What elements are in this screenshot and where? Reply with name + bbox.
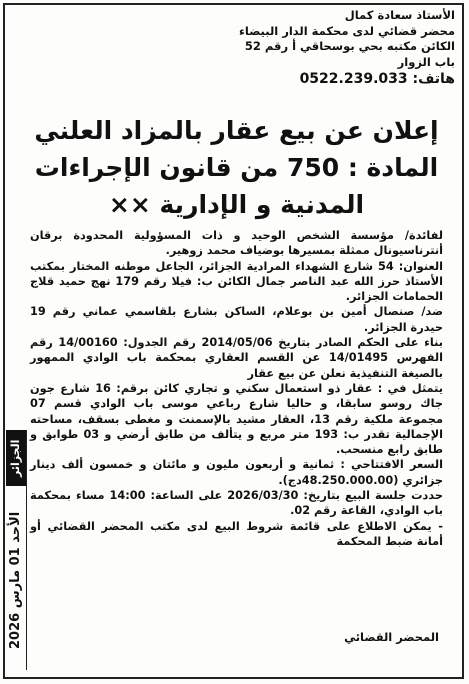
property-paragraph: يتمثل في : عقار ذو استعمال سكني و تجاري كائن برقم: 16 شارع جون جاك روسو سابقا، و حاليا شارع رباعي موسى باب الوادي قسم 07 مجموعة ملكية رقم 13، العقار مشيد بالإسمنت و مغطى بسقف، مساحته الإجمالية تقدر ب: 193 متر مربع و يتألف من طابق أرضي و 03 طوابق و طابق رابع منسحب. [30, 381, 443, 457]
opening-price-paragraph: السعر الافتتاحي : ثمانية و أربعون مليون و مائتان و خمسون ألف دينار جزائري (48.250.000.00دج). [30, 458, 443, 487]
publication-date: الأحد 01 مارس 2026 [8, 511, 23, 649]
bailiff-name: الأستاذ سعادة كمال [344, 8, 455, 22]
address-paragraph: العنوان: 54 شارع الشهداء المرادية الجزائر، الجاعل موطنه المختار بمكتب الأستاذ حرز الله عبد الناصر جمال الكائن ب: فيلا رقم 179 نهج حميد قلاج الحمامات الجزائر. [30, 259, 443, 304]
beneficiary-paragraph: لفائدة/ مؤسسة الشخص الوحيد و ذات المسؤولية المحدودة برقان أنترناسيونال ممثلة بمسيرها بوضياف محمد زوهير. [30, 229, 443, 258]
judgment-paragraph: بناء على الحكم الصادر بتاريخ 2014/05/06 رقم الجدول: 14/00160 رقم الفهرس 14/01495 عن القسم العقاري بمحكمة باب الوادي الممهور بالصيغة التنفيذية نعلن عن بيع عقار [30, 336, 443, 380]
ad-headline [14, 112, 459, 223]
defendant-paragraph: ضد/ صنصال أمين بن بوعلام، الساكن بشارع بلقاسمي عماني رقم 19 حيدرة الجزائر. [30, 305, 443, 334]
newspaper-logo: الجزائر [6, 430, 26, 486]
ad-body [30, 228, 443, 549]
newspaper-side-tab [6, 430, 27, 670]
bailiff-title: محضر قضائي لدى محكمة الدار البيضاء [239, 23, 455, 38]
headline-line-2: المادة : 750 من قانون الإجراءات [34, 153, 439, 182]
headline-line-1: إعلان عن بيع عقار بالمزاد العلني [34, 116, 439, 145]
headline-line-3: المدنية و الإدارية ×× [108, 190, 365, 219]
bailiff-address: الكائن مكتبه بحي بوسحاقي أ رقم 52 [244, 39, 455, 53]
bailiff-district: باب الزوار [397, 54, 455, 69]
signature: المحضر القضائي [344, 630, 439, 644]
bailiff-header [195, 8, 455, 88]
auction-date-paragraph: حددت جلسة البيع بتاريخ: 2026/03/30 على الساعة: 14:00 مساء بمحكمة باب الوادي، القاعة رقم 02. [30, 489, 443, 518]
conditions-paragraph: - يمكن الاطلاع على قائمة شروط البيع لدى مكتب المحضر القضائي أو أمانة ضبط المحكمة [30, 519, 443, 548]
bailiff-phone: هاتف: 0522.239.033 [299, 71, 455, 87]
